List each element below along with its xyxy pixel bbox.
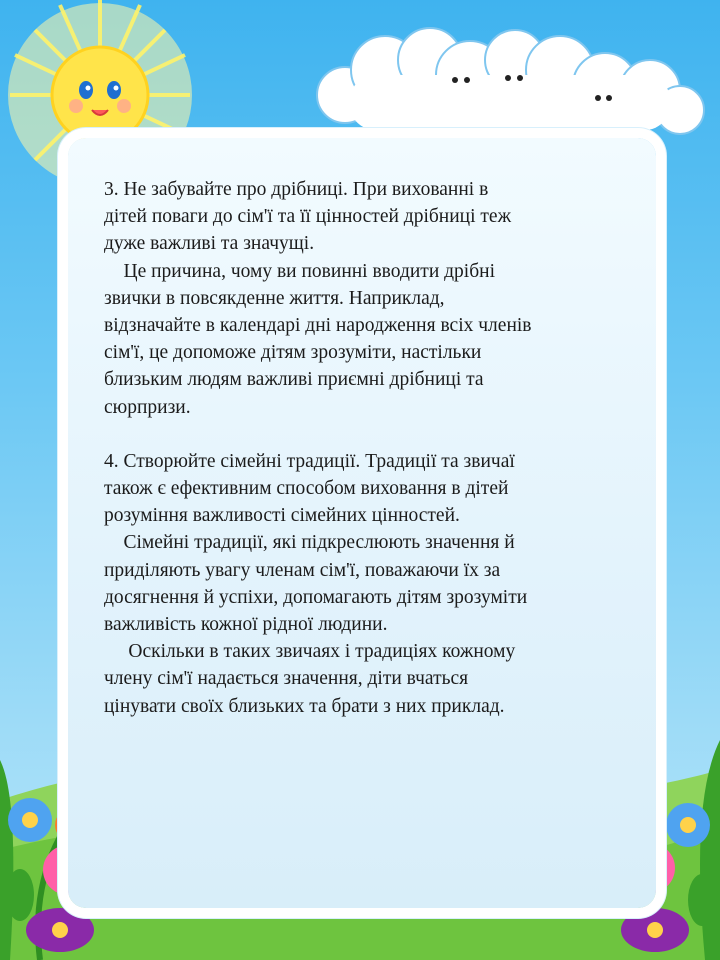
- section-3: [104, 176, 644, 421]
- sheep-clouds-icon: [317, 28, 704, 148]
- text-line: звички в повсякденне життя. Наприклад,: [104, 287, 445, 309]
- text-line: відзначайте в календарі дні народження всіх членів: [104, 315, 532, 337]
- text-line: члену сім'ї надається значення, діти вчаться: [104, 668, 469, 690]
- text-line: дітей поваги до сім'ї та її цінностей дрібниці теж: [104, 206, 512, 228]
- text-line: також є ефективним способом виховання в дітей: [104, 478, 509, 500]
- text-line: сім'ї, це допоможе дітям зрозуміти, настільки: [104, 342, 482, 364]
- text-line: досягнення й успіхи, допомагають дітям зрозуміти: [104, 586, 528, 608]
- article-text: [104, 176, 644, 720]
- text-line: близьким людям важливі приємні дрібниці та: [104, 369, 484, 391]
- text-line: 4. Створюйте сімейні традиції. Традиції та звичаї: [104, 450, 515, 472]
- text-line: розуміння важливості сімейних цінностей.: [104, 505, 460, 527]
- section-4: [104, 448, 644, 720]
- text-line: дуже важливі та значущі.: [104, 233, 315, 255]
- text-line: сюрпризи.: [104, 396, 191, 418]
- text-line: Це причина, чому ви повинні вводити дрібні: [104, 260, 495, 282]
- section-spacer: [104, 421, 644, 448]
- text-line: 3. Не забувайте про дрібниці. При вихованні в: [104, 179, 489, 200]
- text-line: цінувати своїх близьких та брати з них приклад.: [104, 695, 505, 717]
- text-line: важливість кожної рідної людини.: [104, 614, 388, 636]
- text-line: Сімейні традиції, які підкреслюють значення й: [104, 532, 515, 554]
- text-line: приділяють увагу членам сім'ї, поважаючи їх за: [104, 559, 501, 581]
- text-line: Оскільки в таких звичаях і традиціях кожному: [104, 641, 516, 663]
